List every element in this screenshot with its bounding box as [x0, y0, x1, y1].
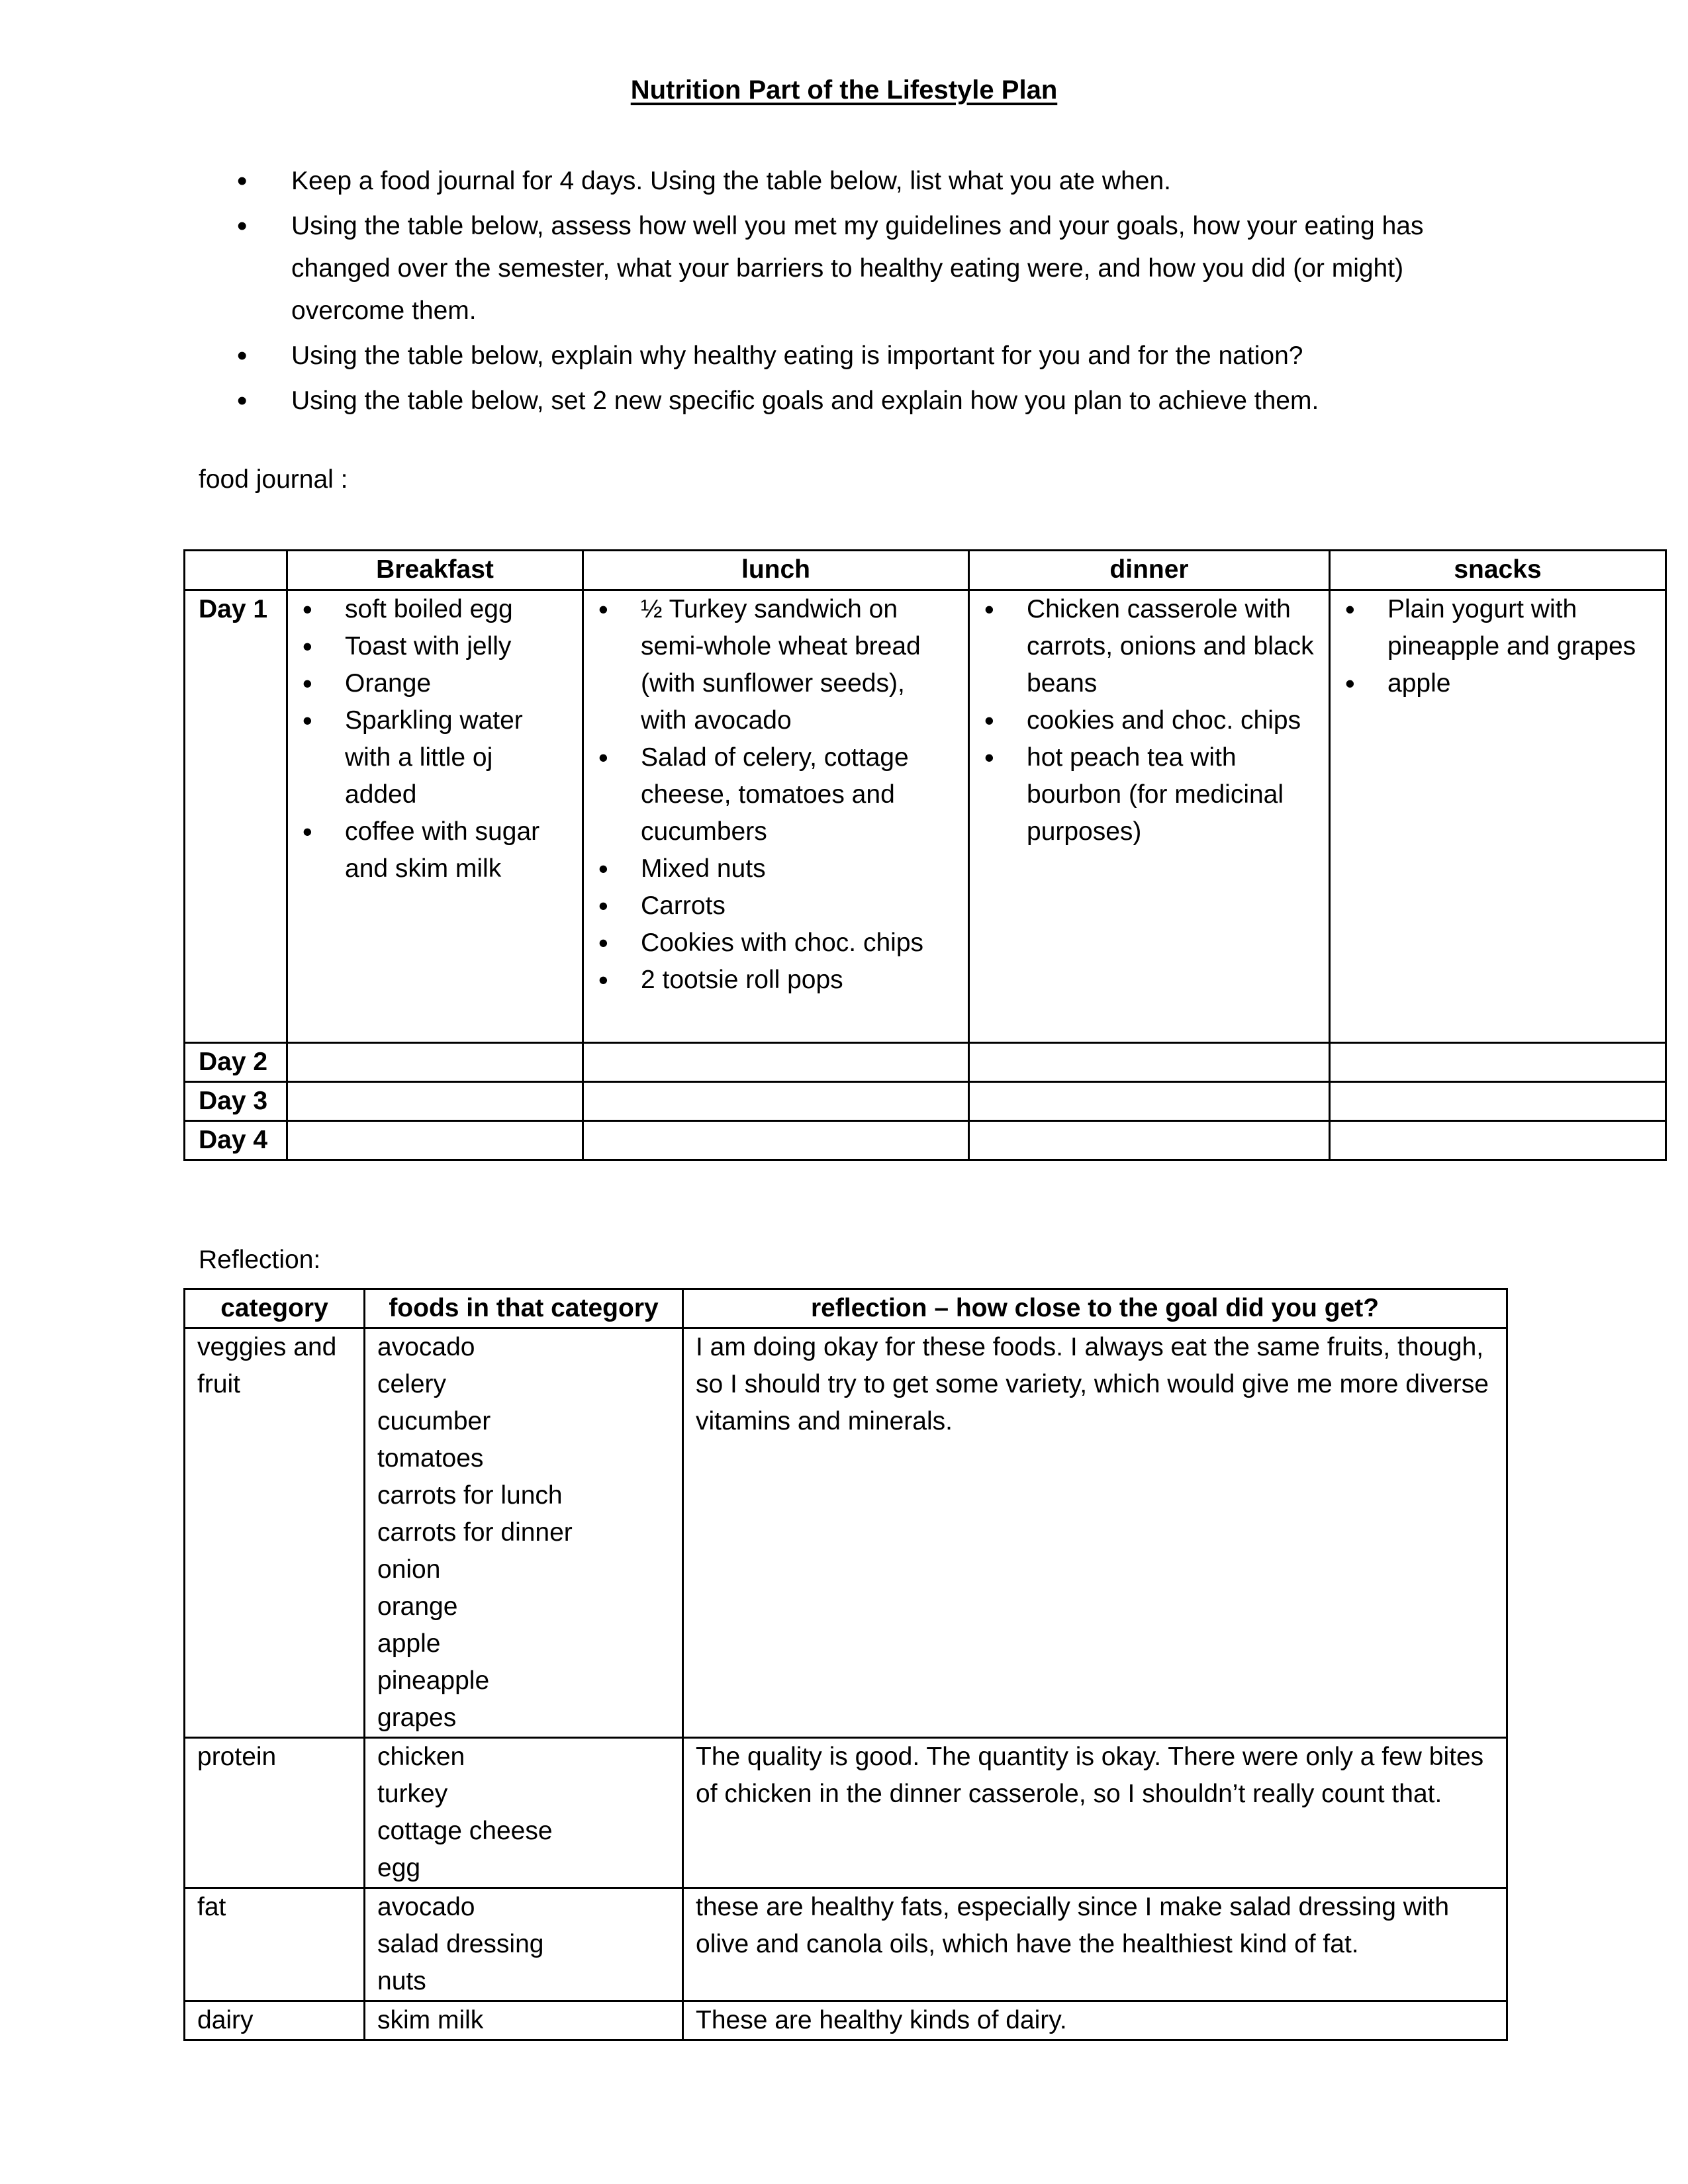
instruction-item: • Using the table below, explain why healthy eating is important for you and for the nation?: [291, 335, 1503, 377]
food-entry: celery: [377, 1370, 447, 1398]
day-label: Day 3: [185, 1082, 287, 1121]
empty-cell: [969, 1043, 1330, 1082]
category-cell: fat: [185, 1888, 365, 2001]
food-item: • Sparkling water with a little oj added: [300, 702, 570, 813]
journal-header-snacks: snacks: [1330, 551, 1666, 590]
instruction-item: • Keep a food journal for 4 days. Using the table below, list what you ate when.: [291, 160, 1503, 203]
food-entry: turkey: [377, 1780, 448, 1808]
food-journal-table: [183, 549, 1667, 1161]
empty-cell: [969, 1121, 1330, 1160]
category-cell: veggies and fruit: [185, 1328, 365, 1738]
reflection-text-cell: These are healthy kinds of dairy.: [683, 2001, 1507, 2040]
reflection-header-category: category: [185, 1289, 365, 1328]
journal-header-dinner: dinner: [969, 551, 1330, 590]
food-item: • ½ Turkey sandwich on semi-whole wheat bread (with sunflower seeds), with avocado: [596, 591, 956, 739]
food-item: • Chicken casserole with carrots, onions and black beans: [982, 591, 1317, 702]
empty-cell: [1330, 1043, 1666, 1082]
food-entry: cottage cheese: [377, 1817, 553, 1845]
reflection-header-foods: foods in that category: [365, 1289, 683, 1328]
food-entry: orange: [377, 1592, 458, 1621]
foods-cell: [365, 1888, 683, 2001]
food-item: • Mixed nuts: [596, 850, 956, 887]
food-entry: carrots for dinner: [377, 1518, 573, 1547]
reflection-text-cell: these are healthy fats, especially since I make salad dressing with olive and canola oils, which have the healthiest kind of fat.: [683, 1888, 1507, 2001]
food-entry: nuts: [377, 1967, 426, 1995]
foods-cell: [365, 1328, 683, 1738]
empty-cell: [1330, 1121, 1666, 1160]
empty-cell: [287, 1082, 583, 1121]
reflection-header-reflection: reflection – how close to the goal did you get?: [683, 1289, 1507, 1328]
food-entry: onion: [377, 1555, 441, 1584]
page-title: Nutrition Part of the Lifestyle Plan: [630, 75, 1058, 105]
food-item: • hot peach tea with bourbon (for medicinal purposes): [982, 739, 1317, 850]
day1-breakfast-cell: [287, 590, 583, 1043]
food-entry: salad dressing: [377, 1930, 544, 1958]
foods-cell: [365, 1738, 683, 1888]
instruction-item: • Using the table below, assess how well you met my guidelines and your goals, how your eating has changed over the semester, what your barriers to healthy eating were, and how you did (or might) overcome them.: [291, 205, 1503, 332]
food-entry: grapes: [377, 1704, 457, 1732]
reflection-table: [183, 1288, 1508, 2041]
empty-cell: [287, 1121, 583, 1160]
day1-snacks-cell: [1330, 590, 1666, 1043]
reflection-text-cell: I am doing okay for these foods. I always eat the same fruits, though, so I should try to get some variety, which would give me more diverse vitamins and minerals.: [683, 1328, 1507, 1738]
food-entry: cucumber: [377, 1407, 491, 1435]
category-cell: dairy: [185, 2001, 365, 2040]
empty-cell: [287, 1043, 583, 1082]
day1-dinner-cell: [969, 590, 1330, 1043]
food-item: • 2 tootsie roll pops: [596, 962, 956, 999]
reflection-label: Reflection:: [199, 1246, 321, 1274]
food-item: • apple: [1342, 665, 1653, 702]
food-entry: avocado: [377, 1333, 475, 1361]
food-entry: chicken: [377, 1743, 465, 1771]
instructions-list: [291, 160, 1503, 425]
empty-cell: [583, 1043, 969, 1082]
food-entry: skim milk: [377, 2006, 484, 2034]
day-label: Day 2: [185, 1043, 287, 1082]
food-item: • coffee with sugar and skim milk: [300, 813, 570, 887]
empty-cell: [583, 1121, 969, 1160]
journal-header-lunch: lunch: [583, 551, 969, 590]
reflection-text-cell: The quality is good. The quantity is okay. There were only a few bites of chicken in the dinner casserole, so I shouldn’t really count that.: [683, 1738, 1507, 1888]
food-entry: egg: [377, 1854, 421, 1882]
food-journal-label: food journal :: [199, 465, 348, 494]
empty-cell: [583, 1082, 969, 1121]
day-label: Day 4: [185, 1121, 287, 1160]
food-item: • Salad of celery, cottage cheese, tomatoes and cucumbers: [596, 739, 956, 850]
instruction-item: • Using the table below, set 2 new specific goals and explain how you plan to achieve them.: [291, 380, 1503, 422]
food-item: • Toast with jelly: [300, 628, 570, 665]
foods-cell: [365, 2001, 683, 2040]
food-item: • Carrots: [596, 887, 956, 925]
food-item: • soft boiled egg: [300, 591, 570, 628]
food-item: • Orange: [300, 665, 570, 702]
food-entry: carrots for lunch: [377, 1481, 563, 1510]
food-entry: avocado: [377, 1893, 475, 1921]
journal-header-blank: [185, 551, 287, 590]
day-label: Day 1: [185, 590, 287, 1043]
food-entry: tomatoes: [377, 1444, 484, 1473]
food-item: • Cookies with choc. chips: [596, 925, 956, 962]
journal-header-breakfast: Breakfast: [287, 551, 583, 590]
empty-cell: [969, 1082, 1330, 1121]
food-entry: pineapple: [377, 1666, 490, 1695]
category-cell: protein: [185, 1738, 365, 1888]
food-item: • Plain yogurt with pineapple and grapes: [1342, 591, 1653, 665]
day1-lunch-cell: [583, 590, 969, 1043]
food-item: • cookies and choc. chips: [982, 702, 1317, 739]
food-entry: apple: [377, 1629, 441, 1658]
empty-cell: [1330, 1082, 1666, 1121]
